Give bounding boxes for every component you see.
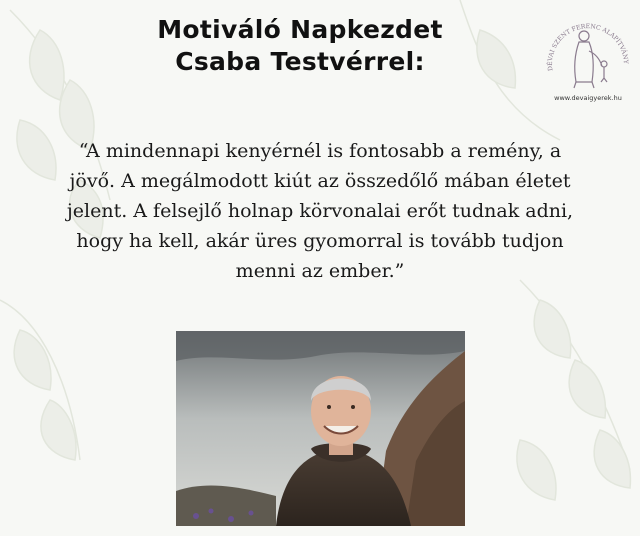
page-title	[100, 14, 500, 78]
title-line-2: Csaba Testvérrel:	[175, 47, 425, 76]
quote-line: jövő. A megálmodott kiút az összedőlő mában életet	[69, 170, 571, 192]
saint-figure-icon	[574, 31, 607, 88]
quote-line: hogy ha kell, akár üres gyomorral is tovább tudjon	[76, 230, 564, 252]
logo-url: www.devaigyerek.hu	[554, 94, 622, 102]
logo-arc-text: DÉVAI SZENT FERENC ALAPÍTVÁNY	[546, 23, 630, 72]
quote-line: jelent. A felsejlő holnap körvonalai erőt tudnak adni,	[66, 200, 574, 222]
title-line-1: Motiváló Napkezdet	[157, 15, 443, 44]
quote-text	[14, 136, 626, 286]
foundation-logo	[540, 6, 636, 106]
portrait-photo	[176, 331, 465, 526]
quote-line: “A mindennapi kenyérnél is fontosabb a remény, a	[78, 140, 562, 162]
quote-line: menni az ember.”	[235, 260, 405, 282]
